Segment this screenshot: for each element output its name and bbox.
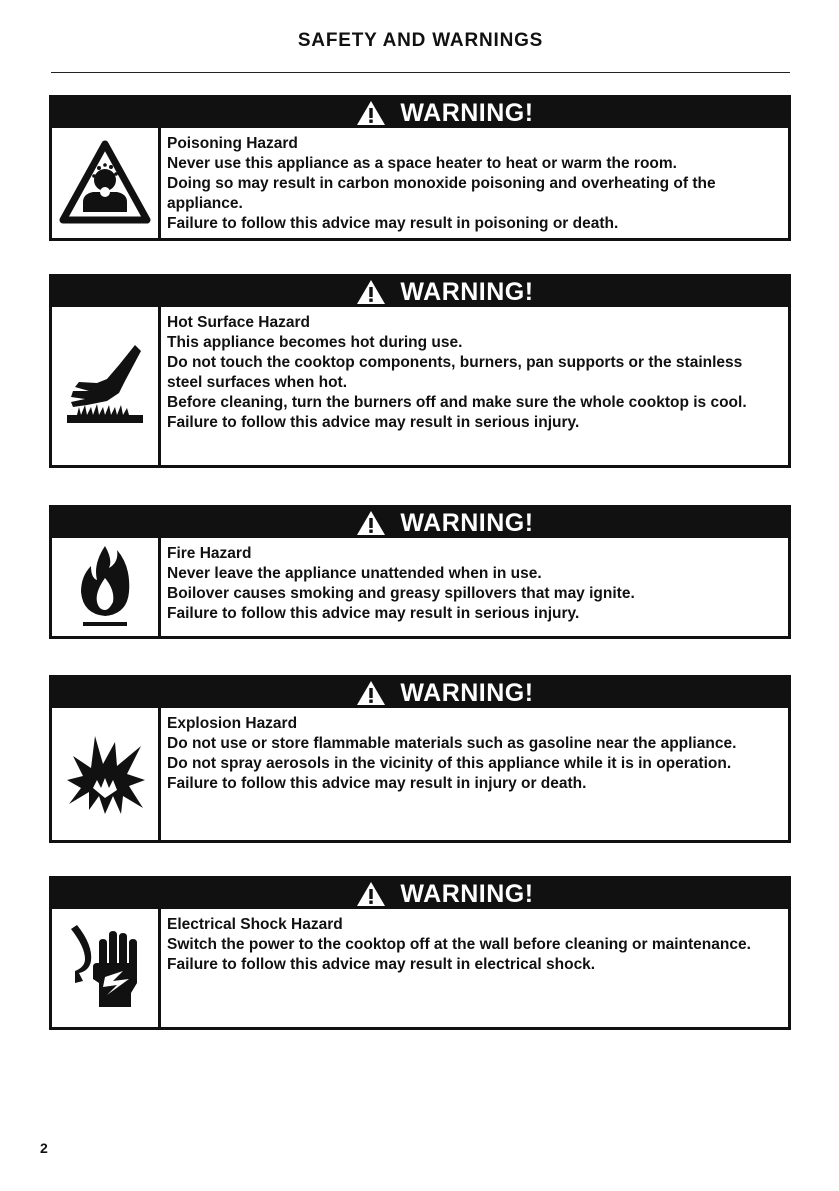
- explosion-hazard-icon: [63, 732, 147, 816]
- warning-box-poisoning: [49, 95, 791, 241]
- warning-box-explosion: [49, 675, 791, 843]
- hot-surface-icon: [63, 341, 147, 431]
- warning-triangle-icon: [356, 680, 386, 706]
- warning-header: [52, 508, 788, 538]
- warning-line: Do not spray aerosols in the vicinity of this appliance while it is in operation.: [167, 755, 732, 772]
- warning-box-electrical: [49, 876, 791, 1030]
- warning-line: Do not touch the cooktop components, burners, pan supports or the stainless steel surfaces when hot.: [167, 354, 743, 391]
- warning-triangle-icon: [356, 100, 386, 126]
- warning-line: Failure to follow this advice may result in serious injury.: [167, 605, 580, 622]
- warning-label: WARNING!: [400, 508, 534, 537]
- hazard-title: Explosion Hazard: [167, 715, 298, 732]
- page-title: SAFETY AND WARNINGS: [297, 30, 544, 51]
- warning-label: WARNING!: [400, 879, 534, 908]
- warning-box-hot-surface: [49, 274, 791, 468]
- page-number: 2: [40, 1140, 48, 1156]
- warning-text: [161, 307, 788, 465]
- warning-text: [161, 708, 746, 840]
- hazard-title: Fire Hazard: [167, 545, 252, 562]
- warning-text: [161, 538, 645, 636]
- hazard-title: Electrical Shock Hazard: [167, 916, 343, 933]
- warning-label: WARNING!: [400, 98, 534, 127]
- warning-box-fire: [49, 505, 791, 639]
- hazard-title: Poisoning Hazard: [167, 135, 298, 152]
- warning-label: WARNING!: [400, 678, 534, 707]
- warning-line: Failure to follow this advice may result in injury or death.: [167, 775, 587, 792]
- hazard-title: Hot Surface Hazard: [167, 314, 310, 331]
- warning-triangle-icon: [356, 881, 386, 907]
- title-divider: [51, 72, 790, 73]
- warning-header: [52, 678, 788, 708]
- warning-line: Never leave the appliance unattended when in use.: [167, 565, 542, 582]
- warning-line: Failure to follow this advice may result in electrical shock.: [167, 956, 596, 973]
- warning-line: Failure to follow this advice may result in poisoning or death.: [167, 215, 619, 232]
- warning-line: This appliance becomes hot during use.: [167, 334, 463, 351]
- poisoning-hazard-icon: [59, 140, 151, 226]
- warning-line: Doing so may result in carbon monoxide poisoning and overheating of the appliance.: [167, 175, 716, 212]
- warning-triangle-icon: [356, 510, 386, 536]
- warning-line: Switch the power to the cooktop off at the wall before cleaning or maintenance.: [167, 936, 751, 953]
- warning-line: Before cleaning, turn the burners off and make sure the whole cooktop is cool.: [167, 394, 747, 411]
- warning-line: Failure to follow this advice may result in serious injury.: [167, 414, 580, 431]
- fire-hazard-icon: [75, 542, 135, 632]
- warning-text: [161, 909, 761, 1027]
- warning-header: [52, 98, 788, 128]
- electrical-shock-icon: [65, 923, 145, 1013]
- warning-line: Boilover causes smoking and greasy spillovers that may ignite.: [167, 585, 635, 602]
- warning-header: [52, 879, 788, 909]
- warning-line: Never use this appliance as a space heater to heat or warm the room.: [167, 155, 677, 172]
- warning-line: Do not use or store flammable materials such as gasoline near the appliance.: [167, 735, 737, 752]
- warning-header: [52, 277, 788, 307]
- warning-text: [161, 128, 788, 238]
- warning-label: WARNING!: [400, 277, 534, 306]
- warning-triangle-icon: [356, 279, 386, 305]
